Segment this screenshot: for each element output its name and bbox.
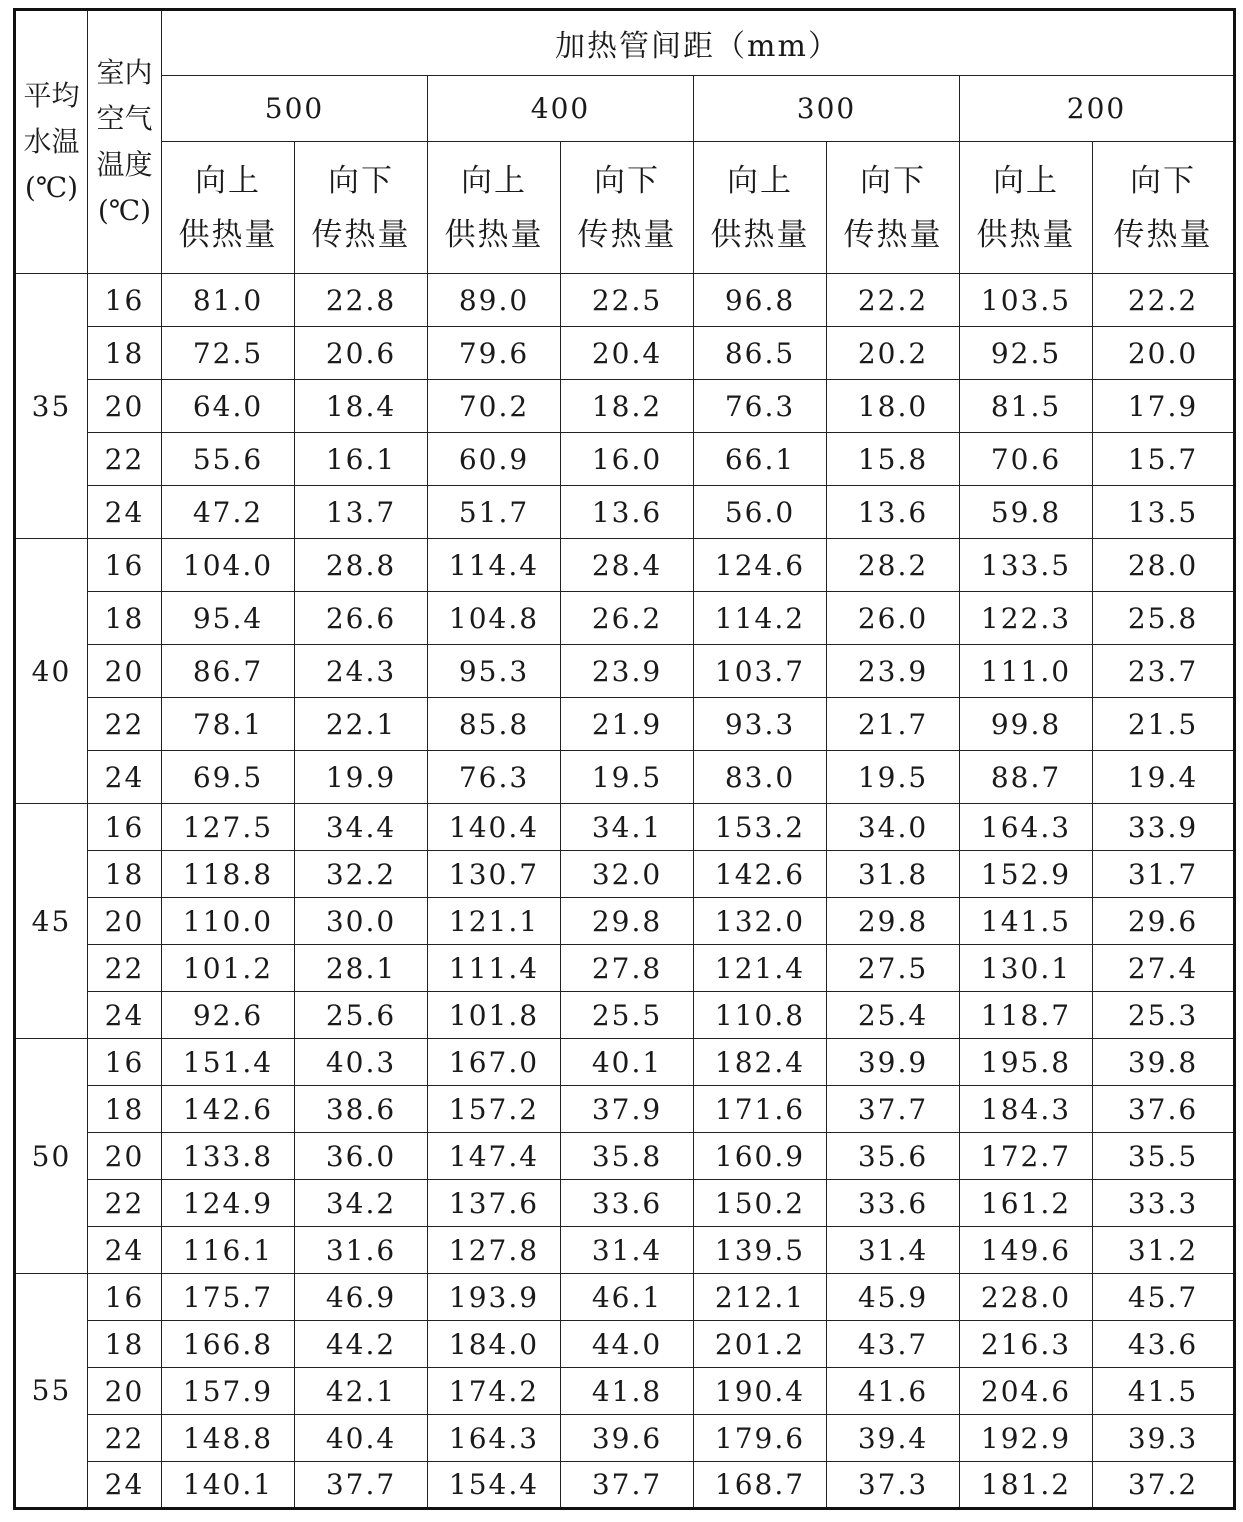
- up-heat-value-cell: 122.3: [960, 592, 1093, 645]
- up-heat-value-cell: 93.3: [694, 698, 827, 751]
- down-heat-value-cell: 25.6: [295, 992, 428, 1039]
- up-heat-value-cell: 190.4: [694, 1368, 827, 1415]
- down-heat-value-cell: 37.6: [1093, 1086, 1235, 1133]
- up-heat-value-cell: 78.1: [162, 698, 295, 751]
- up-heat-value-cell: 149.6: [960, 1227, 1093, 1274]
- up-heat-value-cell: 133.5: [960, 539, 1093, 592]
- up-heat-value-cell: 101.8: [428, 992, 561, 1039]
- up-heat-value-cell: 161.2: [960, 1180, 1093, 1227]
- down-heat-value-cell: 36.0: [295, 1133, 428, 1180]
- down-heat-value-cell: 20.2: [827, 327, 960, 380]
- table-row: [15, 539, 1235, 592]
- down-heat-value-cell: 33.9: [1093, 804, 1235, 851]
- header-up-heat-text: 向上 供热量: [976, 162, 1076, 253]
- down-heat-value-cell: 27.4: [1093, 945, 1235, 992]
- down-heat-value-cell: 22.8: [295, 274, 428, 327]
- up-heat-value-cell: 182.4: [694, 1039, 827, 1086]
- up-heat-value-cell: 174.2: [428, 1368, 561, 1415]
- table-row: [15, 1462, 1235, 1509]
- up-heat-value-cell: 70.6: [960, 433, 1093, 486]
- down-heat-value-cell: 23.9: [827, 645, 960, 698]
- down-heat-value-cell: 17.9: [1093, 380, 1235, 433]
- up-heat-value-cell: 114.4: [428, 539, 561, 592]
- room-temp-cell: 20: [88, 1133, 162, 1180]
- up-heat-value-cell: 118.8: [162, 851, 295, 898]
- table-row: [15, 1133, 1235, 1180]
- header-spacing-500: 500: [162, 76, 428, 142]
- down-heat-value-cell: 20.4: [561, 327, 694, 380]
- up-heat-value-cell: 69.5: [162, 751, 295, 804]
- up-heat-value-cell: 152.9: [960, 851, 1093, 898]
- up-heat-value-cell: 110.8: [694, 992, 827, 1039]
- down-heat-value-cell: 27.5: [827, 945, 960, 992]
- down-heat-value-cell: 39.6: [561, 1415, 694, 1462]
- header-up-heat-text: 向上 供热量: [178, 162, 278, 253]
- room-temp-cell: 18: [88, 327, 162, 380]
- down-heat-value-cell: 45.7: [1093, 1274, 1235, 1321]
- down-heat-value-cell: 33.3: [1093, 1180, 1235, 1227]
- room-temp-cell: 20: [88, 645, 162, 698]
- down-heat-value-cell: 37.9: [561, 1086, 694, 1133]
- up-heat-value-cell: 118.7: [960, 992, 1093, 1039]
- down-heat-value-cell: 28.1: [295, 945, 428, 992]
- up-heat-value-cell: 72.5: [162, 327, 295, 380]
- down-heat-value-cell: 24.3: [295, 645, 428, 698]
- table-row: [15, 1086, 1235, 1133]
- down-heat-value-cell: 41.5: [1093, 1368, 1235, 1415]
- room-temp-cell: 24: [88, 751, 162, 804]
- up-heat-value-cell: 168.7: [694, 1462, 827, 1509]
- up-heat-value-cell: 132.0: [694, 898, 827, 945]
- up-heat-value-cell: 164.3: [428, 1415, 561, 1462]
- room-temp-cell: 16: [88, 1274, 162, 1321]
- up-heat-value-cell: 139.5: [694, 1227, 827, 1274]
- down-heat-value-cell: 28.2: [827, 539, 960, 592]
- table-row: [15, 1039, 1235, 1086]
- up-heat-value-cell: 228.0: [960, 1274, 1093, 1321]
- down-heat-value-cell: 44.0: [561, 1321, 694, 1368]
- table-row: [15, 1368, 1235, 1415]
- down-heat-value-cell: 13.6: [561, 486, 694, 539]
- room-temp-cell: 22: [88, 1180, 162, 1227]
- down-heat-value-cell: 26.0: [827, 592, 960, 645]
- table-row: [15, 851, 1235, 898]
- header-down-heat-text: 向下 传热量: [577, 162, 677, 253]
- down-heat-value-cell: 32.2: [295, 851, 428, 898]
- up-heat-value-cell: 111.4: [428, 945, 561, 992]
- up-heat-value-cell: 60.9: [428, 433, 561, 486]
- up-heat-value-cell: 164.3: [960, 804, 1093, 851]
- up-heat-value-cell: 103.7: [694, 645, 827, 698]
- down-heat-value-cell: 19.5: [827, 751, 960, 804]
- down-heat-value-cell: 37.7: [295, 1462, 428, 1509]
- up-heat-value-cell: 86.7: [162, 645, 295, 698]
- up-heat-value-cell: 83.0: [694, 751, 827, 804]
- up-heat-value-cell: 179.6: [694, 1415, 827, 1462]
- room-temp-cell: 24: [88, 992, 162, 1039]
- up-heat-value-cell: 201.2: [694, 1321, 827, 1368]
- down-heat-value-cell: 34.4: [295, 804, 428, 851]
- up-heat-value-cell: 153.2: [694, 804, 827, 851]
- up-heat-value-cell: 141.5: [960, 898, 1093, 945]
- up-heat-value-cell: 167.0: [428, 1039, 561, 1086]
- table-row: [15, 945, 1235, 992]
- room-temp-cell: 22: [88, 945, 162, 992]
- down-heat-value-cell: 44.2: [295, 1321, 428, 1368]
- room-temp-cell: 24: [88, 486, 162, 539]
- water-temp-cell: 35: [15, 274, 88, 539]
- up-heat-value-cell: 64.0: [162, 380, 295, 433]
- down-heat-value-cell: 33.6: [827, 1180, 960, 1227]
- up-heat-value-cell: 56.0: [694, 486, 827, 539]
- down-heat-value-cell: 29.6: [1093, 898, 1235, 945]
- room-temp-cell: 16: [88, 1039, 162, 1086]
- up-heat-value-cell: 150.2: [694, 1180, 827, 1227]
- room-temp-cell: 20: [88, 380, 162, 433]
- down-heat-value-cell: 19.5: [561, 751, 694, 804]
- up-heat-value-cell: 88.7: [960, 751, 1093, 804]
- up-heat-value-cell: 148.8: [162, 1415, 295, 1462]
- header-water-temp: 平均水温(℃): [15, 10, 88, 274]
- table-row: [15, 1415, 1235, 1462]
- table-row: [15, 380, 1235, 433]
- room-temp-cell: 22: [88, 433, 162, 486]
- table-row: [15, 1274, 1235, 1321]
- down-heat-value-cell: 33.6: [561, 1180, 694, 1227]
- down-heat-value-cell: 43.6: [1093, 1321, 1235, 1368]
- down-heat-value-cell: 45.9: [827, 1274, 960, 1321]
- up-heat-value-cell: 114.2: [694, 592, 827, 645]
- header-down-heat: [827, 142, 960, 274]
- room-temp-cell: 16: [88, 539, 162, 592]
- down-heat-value-cell: 19.9: [295, 751, 428, 804]
- down-heat-value-cell: 22.2: [827, 274, 960, 327]
- up-heat-value-cell: 99.8: [960, 698, 1093, 751]
- up-heat-value-cell: 172.7: [960, 1133, 1093, 1180]
- up-heat-value-cell: 55.6: [162, 433, 295, 486]
- water-temp-cell: 40: [15, 539, 88, 804]
- down-heat-value-cell: 25.3: [1093, 992, 1235, 1039]
- up-heat-value-cell: 104.0: [162, 539, 295, 592]
- table-row: [15, 645, 1235, 698]
- down-heat-value-cell: 18.4: [295, 380, 428, 433]
- table-row: [15, 1321, 1235, 1368]
- down-heat-value-cell: 31.6: [295, 1227, 428, 1274]
- down-heat-value-cell: 28.8: [295, 539, 428, 592]
- up-heat-value-cell: 103.5: [960, 274, 1093, 327]
- up-heat-value-cell: 70.2: [428, 380, 561, 433]
- down-heat-value-cell: 26.2: [561, 592, 694, 645]
- header-spacing-400: 400: [428, 76, 694, 142]
- up-heat-value-cell: 121.1: [428, 898, 561, 945]
- room-temp-cell: 18: [88, 1086, 162, 1133]
- up-heat-value-cell: 147.4: [428, 1133, 561, 1180]
- down-heat-value-cell: 40.1: [561, 1039, 694, 1086]
- up-heat-value-cell: 130.7: [428, 851, 561, 898]
- down-heat-value-cell: 13.7: [295, 486, 428, 539]
- up-heat-value-cell: 76.3: [428, 751, 561, 804]
- down-heat-value-cell: 39.4: [827, 1415, 960, 1462]
- down-heat-value-cell: 31.7: [1093, 851, 1235, 898]
- up-heat-value-cell: 181.2: [960, 1462, 1093, 1509]
- up-heat-value-cell: 127.8: [428, 1227, 561, 1274]
- down-heat-value-cell: 22.5: [561, 274, 694, 327]
- heat-table-container: [13, 8, 1236, 1510]
- up-heat-value-cell: 51.7: [428, 486, 561, 539]
- up-heat-value-cell: 81.5: [960, 380, 1093, 433]
- up-heat-value-cell: 137.6: [428, 1180, 561, 1227]
- table-row: [15, 992, 1235, 1039]
- up-heat-value-cell: 96.8: [694, 274, 827, 327]
- table-row: [15, 327, 1235, 380]
- down-heat-value-cell: 31.4: [561, 1227, 694, 1274]
- down-heat-value-cell: 23.7: [1093, 645, 1235, 698]
- header-down-heat: [561, 142, 694, 274]
- down-heat-value-cell: 16.1: [295, 433, 428, 486]
- down-heat-value-cell: 22.1: [295, 698, 428, 751]
- table-row: [15, 1180, 1235, 1227]
- up-heat-value-cell: 166.8: [162, 1321, 295, 1368]
- down-heat-value-cell: 39.9: [827, 1039, 960, 1086]
- room-temp-cell: 20: [88, 1368, 162, 1415]
- up-heat-value-cell: 142.6: [694, 851, 827, 898]
- down-heat-value-cell: 34.2: [295, 1180, 428, 1227]
- water-temp-cell: 55: [15, 1274, 88, 1509]
- up-heat-value-cell: 157.9: [162, 1368, 295, 1415]
- up-heat-value-cell: 216.3: [960, 1321, 1093, 1368]
- up-heat-value-cell: 184.0: [428, 1321, 561, 1368]
- room-temp-cell: 22: [88, 698, 162, 751]
- down-heat-value-cell: 37.3: [827, 1462, 960, 1509]
- up-heat-value-cell: 140.4: [428, 804, 561, 851]
- up-heat-value-cell: 171.6: [694, 1086, 827, 1133]
- down-heat-value-cell: 21.5: [1093, 698, 1235, 751]
- down-heat-value-cell: 37.7: [561, 1462, 694, 1509]
- water-temp-cell: 45: [15, 804, 88, 1039]
- room-temp-cell: 16: [88, 804, 162, 851]
- room-temp-cell: 20: [88, 898, 162, 945]
- down-heat-value-cell: 16.0: [561, 433, 694, 486]
- up-heat-value-cell: 212.1: [694, 1274, 827, 1321]
- up-heat-value-cell: 104.8: [428, 592, 561, 645]
- header-up-heat: [960, 142, 1093, 274]
- up-heat-value-cell: 127.5: [162, 804, 295, 851]
- up-heat-value-cell: 59.8: [960, 486, 1093, 539]
- header-up-heat: [428, 142, 561, 274]
- header-up-heat: [694, 142, 827, 274]
- up-heat-value-cell: 66.1: [694, 433, 827, 486]
- header-down-heat: [1093, 142, 1235, 274]
- down-heat-value-cell: 13.5: [1093, 486, 1235, 539]
- down-heat-value-cell: 18.2: [561, 380, 694, 433]
- header-down-heat-text: 向下 传热量: [311, 162, 411, 253]
- down-heat-value-cell: 46.1: [561, 1274, 694, 1321]
- up-heat-value-cell: 142.6: [162, 1086, 295, 1133]
- header-down-heat-text: 向下 传热量: [843, 162, 943, 253]
- down-heat-value-cell: 25.4: [827, 992, 960, 1039]
- table-row: [15, 1227, 1235, 1274]
- room-temp-cell: 18: [88, 851, 162, 898]
- up-heat-value-cell: 160.9: [694, 1133, 827, 1180]
- up-heat-value-cell: 140.1: [162, 1462, 295, 1509]
- down-heat-value-cell: 28.0: [1093, 539, 1235, 592]
- down-heat-value-cell: 42.1: [295, 1368, 428, 1415]
- header-down-heat-text: 向下 传热量: [1113, 162, 1213, 253]
- up-heat-value-cell: 95.3: [428, 645, 561, 698]
- up-heat-value-cell: 121.4: [694, 945, 827, 992]
- up-heat-value-cell: 192.9: [960, 1415, 1093, 1462]
- up-heat-value-cell: 157.2: [428, 1086, 561, 1133]
- room-temp-cell: 24: [88, 1227, 162, 1274]
- down-heat-value-cell: 30.0: [295, 898, 428, 945]
- header-spacing-200: 200: [960, 76, 1235, 142]
- down-heat-value-cell: 20.0: [1093, 327, 1235, 380]
- up-heat-value-cell: 154.4: [428, 1462, 561, 1509]
- down-heat-value-cell: 35.6: [827, 1133, 960, 1180]
- up-heat-value-cell: 204.6: [960, 1368, 1093, 1415]
- table-row: [15, 751, 1235, 804]
- up-heat-value-cell: 151.4: [162, 1039, 295, 1086]
- header-up-heat-text: 向上 供热量: [710, 162, 810, 253]
- down-heat-value-cell: 38.6: [295, 1086, 428, 1133]
- down-heat-value-cell: 15.8: [827, 433, 960, 486]
- up-heat-value-cell: 101.2: [162, 945, 295, 992]
- down-heat-value-cell: 37.2: [1093, 1462, 1235, 1509]
- down-heat-value-cell: 15.7: [1093, 433, 1235, 486]
- table-row: [15, 274, 1235, 327]
- up-heat-value-cell: 95.4: [162, 592, 295, 645]
- table-row: [15, 592, 1235, 645]
- room-temp-cell: 18: [88, 1321, 162, 1368]
- up-heat-value-cell: 116.1: [162, 1227, 295, 1274]
- table-row: [15, 433, 1235, 486]
- down-heat-value-cell: 29.8: [561, 898, 694, 945]
- down-heat-value-cell: 41.8: [561, 1368, 694, 1415]
- up-heat-value-cell: 175.7: [162, 1274, 295, 1321]
- up-heat-value-cell: 76.3: [694, 380, 827, 433]
- header-room-temp: 室内空气温度(℃): [88, 10, 162, 274]
- heat-transfer-table: [13, 8, 1236, 1510]
- down-heat-value-cell: 34.0: [827, 804, 960, 851]
- down-heat-value-cell: 43.7: [827, 1321, 960, 1368]
- down-heat-value-cell: 46.9: [295, 1274, 428, 1321]
- up-heat-value-cell: 110.0: [162, 898, 295, 945]
- down-heat-value-cell: 31.4: [827, 1227, 960, 1274]
- down-heat-value-cell: 37.7: [827, 1086, 960, 1133]
- down-heat-value-cell: 35.8: [561, 1133, 694, 1180]
- table-row: [15, 898, 1235, 945]
- down-heat-value-cell: 25.5: [561, 992, 694, 1039]
- down-heat-value-cell: 27.8: [561, 945, 694, 992]
- up-heat-value-cell: 195.8: [960, 1039, 1093, 1086]
- down-heat-value-cell: 31.2: [1093, 1227, 1235, 1274]
- room-temp-cell: 24: [88, 1462, 162, 1509]
- table-row: [15, 804, 1235, 851]
- down-heat-value-cell: 18.0: [827, 380, 960, 433]
- up-heat-value-cell: 130.1: [960, 945, 1093, 992]
- header-up-heat-text: 向上 供热量: [444, 162, 544, 253]
- up-heat-value-cell: 184.3: [960, 1086, 1093, 1133]
- table-row: [15, 486, 1235, 539]
- down-heat-value-cell: 34.1: [561, 804, 694, 851]
- up-heat-value-cell: 89.0: [428, 274, 561, 327]
- down-heat-value-cell: 40.4: [295, 1415, 428, 1462]
- down-heat-value-cell: 20.6: [295, 327, 428, 380]
- header-spacing-title: 加热管间距（mm）: [162, 10, 1235, 76]
- up-heat-value-cell: 86.5: [694, 327, 827, 380]
- down-heat-value-cell: 28.4: [561, 539, 694, 592]
- down-heat-value-cell: 21.9: [561, 698, 694, 751]
- down-heat-value-cell: 31.8: [827, 851, 960, 898]
- up-heat-value-cell: 92.6: [162, 992, 295, 1039]
- up-heat-value-cell: 92.5: [960, 327, 1093, 380]
- room-temp-cell: 16: [88, 274, 162, 327]
- up-heat-value-cell: 81.0: [162, 274, 295, 327]
- down-heat-value-cell: 29.8: [827, 898, 960, 945]
- header-down-heat: [295, 142, 428, 274]
- header-up-heat: [162, 142, 295, 274]
- down-heat-value-cell: 39.3: [1093, 1415, 1235, 1462]
- down-heat-value-cell: 19.4: [1093, 751, 1235, 804]
- header-spacing-300: 300: [694, 76, 960, 142]
- up-heat-value-cell: 193.9: [428, 1274, 561, 1321]
- down-heat-value-cell: 21.7: [827, 698, 960, 751]
- down-heat-value-cell: 35.5: [1093, 1133, 1235, 1180]
- down-heat-value-cell: 41.6: [827, 1368, 960, 1415]
- room-temp-cell: 18: [88, 592, 162, 645]
- table-row: [15, 698, 1235, 751]
- down-heat-value-cell: 26.6: [295, 592, 428, 645]
- down-heat-value-cell: 39.8: [1093, 1039, 1235, 1086]
- down-heat-value-cell: 40.3: [295, 1039, 428, 1086]
- up-heat-value-cell: 85.8: [428, 698, 561, 751]
- up-heat-value-cell: 79.6: [428, 327, 561, 380]
- room-temp-cell: 22: [88, 1415, 162, 1462]
- up-heat-value-cell: 111.0: [960, 645, 1093, 698]
- down-heat-value-cell: 23.9: [561, 645, 694, 698]
- up-heat-value-cell: 124.9: [162, 1180, 295, 1227]
- table-body: [15, 274, 1235, 1509]
- up-heat-value-cell: 133.8: [162, 1133, 295, 1180]
- up-heat-value-cell: 47.2: [162, 486, 295, 539]
- down-heat-value-cell: 25.8: [1093, 592, 1235, 645]
- down-heat-value-cell: 22.2: [1093, 274, 1235, 327]
- water-temp-cell: 50: [15, 1039, 88, 1274]
- down-heat-value-cell: 32.0: [561, 851, 694, 898]
- up-heat-value-cell: 124.6: [694, 539, 827, 592]
- down-heat-value-cell: 13.6: [827, 486, 960, 539]
